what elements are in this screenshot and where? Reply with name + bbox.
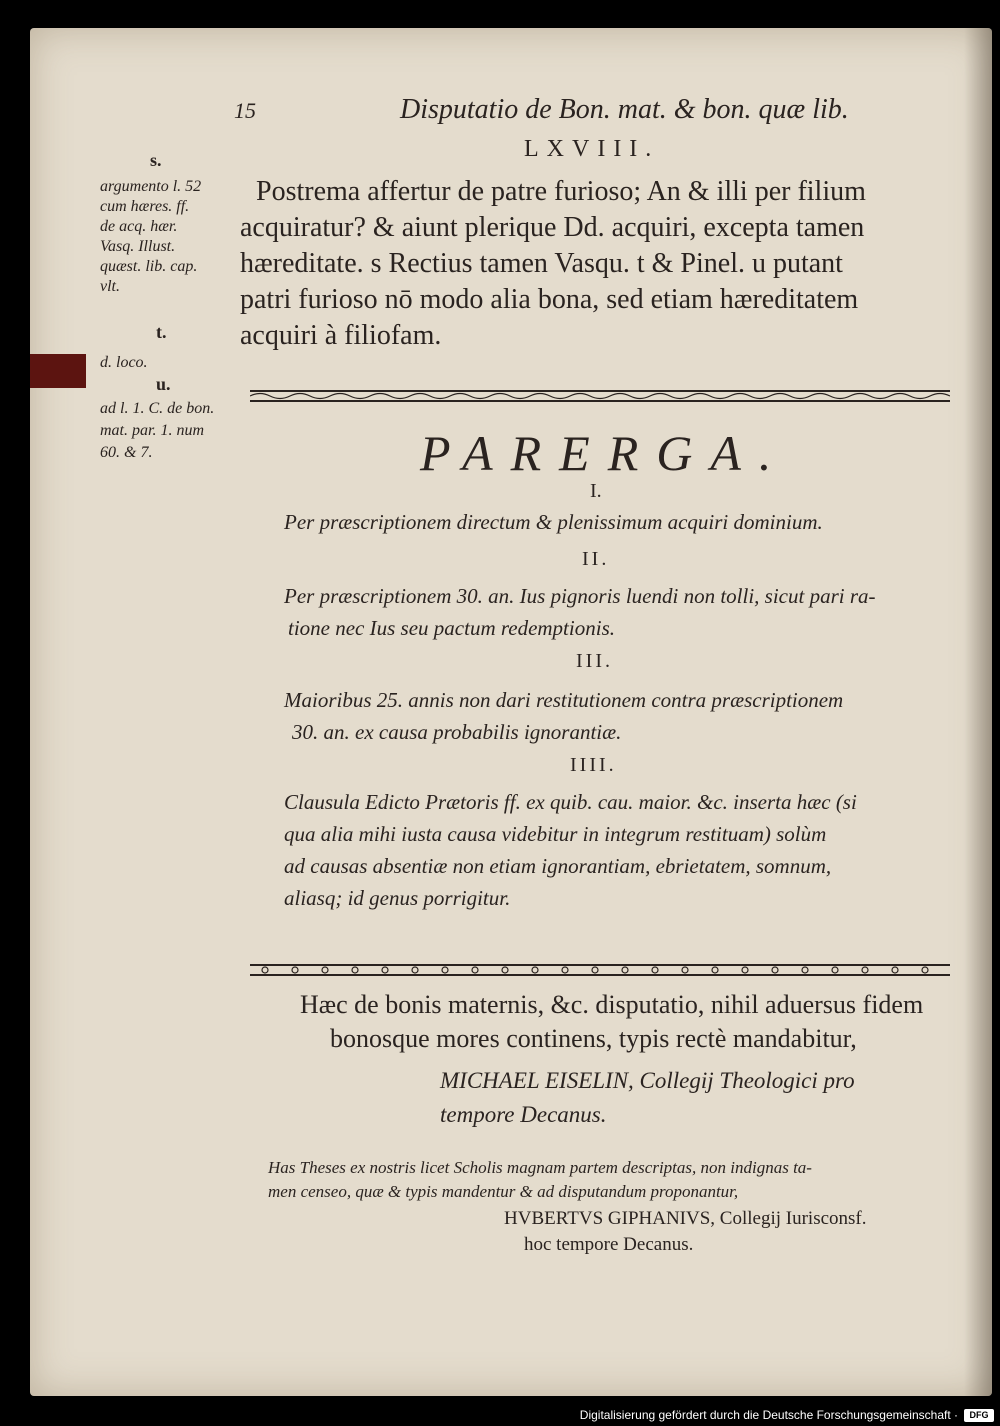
running-title: Disputatio de Bon. mat. & bon. quæ lib.: [400, 94, 849, 125]
parerga-title: PARERGA.: [420, 425, 790, 481]
approval-signature: tempore Decanus.: [440, 1102, 607, 1127]
margin-note-line: 60. & 7.: [100, 444, 153, 461]
parerga-line: 30. an. ex causa probabilis ignorantiæ.: [292, 720, 622, 744]
margin-note-letter: u.: [156, 374, 171, 394]
second-approval-signature: HVBERTVS GIPHANIVS, Collegij Iurisconsf.: [504, 1208, 867, 1229]
parerga-line: Maioribus 25. annis non dari restitutionem contra præscriptionem: [284, 688, 844, 712]
parerga-line: aliasq; id genus porrigitur.: [284, 886, 511, 910]
parerga-line: ad causas absentiæ non etiam ignorantiam, ebrietatem, somnum,: [284, 854, 832, 878]
margin-note-line: argumento l. 52: [100, 178, 202, 195]
margin-note-line: quæst. lib. cap.: [100, 258, 198, 275]
parerga-line: Clausula Edicto Prætoris ff. ex quib. cau. maior. &c. inserta hæc (si: [284, 790, 857, 814]
approval-line: bonosque mores continens, typis rectè mandabitur,: [330, 1024, 857, 1053]
second-approval-signature: hoc tempore Decanus.: [524, 1234, 694, 1255]
margin-note-line: de acq. hær.: [100, 218, 178, 235]
page-number: 15: [234, 98, 256, 123]
ornamental-divider: [250, 388, 950, 402]
funding-credit: Digitalisierung gefördert durch die Deutsche Forschungsgemeinschaft ·: [579, 1408, 958, 1422]
approval-line: Hæc de bonis maternis, &c. disputatio, nihil aduersus fidem: [300, 990, 924, 1019]
second-approval-line: Has Theses ex nostris licet Scholis magnam partem descriptas, non indignas ta-: [268, 1158, 812, 1177]
approval-signature: MICHAEL EISELIN, Collegij Theologici pro: [440, 1068, 855, 1093]
book-page: [30, 28, 992, 1396]
ornamental-divider: [250, 962, 950, 976]
parerga-numeral: I.: [590, 480, 602, 502]
margin-note-line: ad l. 1. C. de bon.: [100, 400, 215, 417]
main-text-line: hæreditate. s Rectius tamen Vasqu. t & Pinel. u putant: [240, 248, 843, 279]
margin-note-line: Vasq. Illust.: [100, 238, 176, 255]
parerga-numeral: III.: [576, 650, 613, 672]
margin-note-line: mat. par. 1. num: [100, 422, 205, 439]
margin-note-line: vlt.: [100, 278, 120, 295]
bookmark-ribbon: [30, 354, 86, 388]
parerga-numeral: II.: [582, 548, 610, 570]
section-number: LXVIII.: [524, 136, 660, 162]
parerga-line: qua alia mihi iusta causa videbitur in integrum restituam) solùm: [284, 822, 827, 846]
margin-note-line: d. loco.: [100, 354, 148, 371]
dfg-logo: DFG: [964, 1409, 994, 1422]
margin-note-letter: s.: [150, 150, 162, 170]
margin-note-letter: t.: [156, 322, 167, 342]
main-text-line: acquiratur? & aiunt plerique Dd. acquiri, excepta tamen: [240, 212, 865, 243]
digitization-footer: [0, 1404, 1000, 1426]
main-text-line: acquiri à filiofam.: [240, 320, 442, 351]
parerga-line: Per præscriptionem directum & plenissimum acquiri dominium.: [284, 510, 823, 534]
parerga-numeral: IIII.: [570, 754, 617, 776]
parerga-line: tione nec Ius seu pactum redemptionis.: [288, 616, 615, 640]
main-text-line: Postrema affertur de patre furioso; An & illi per filium: [256, 176, 866, 207]
margin-note-line: cum hæres. ff.: [100, 198, 190, 215]
parerga-line: Per præscriptionem 30. an. Ius pignoris luendi non tolli, sicut pari ra-: [284, 584, 876, 608]
main-text-line: patri furioso nō modo alia bona, sed etiam hæreditatem: [240, 284, 859, 315]
second-approval-line: men censeo, quæ & typis mandentur & ad disputandum proponantur,: [268, 1182, 739, 1201]
